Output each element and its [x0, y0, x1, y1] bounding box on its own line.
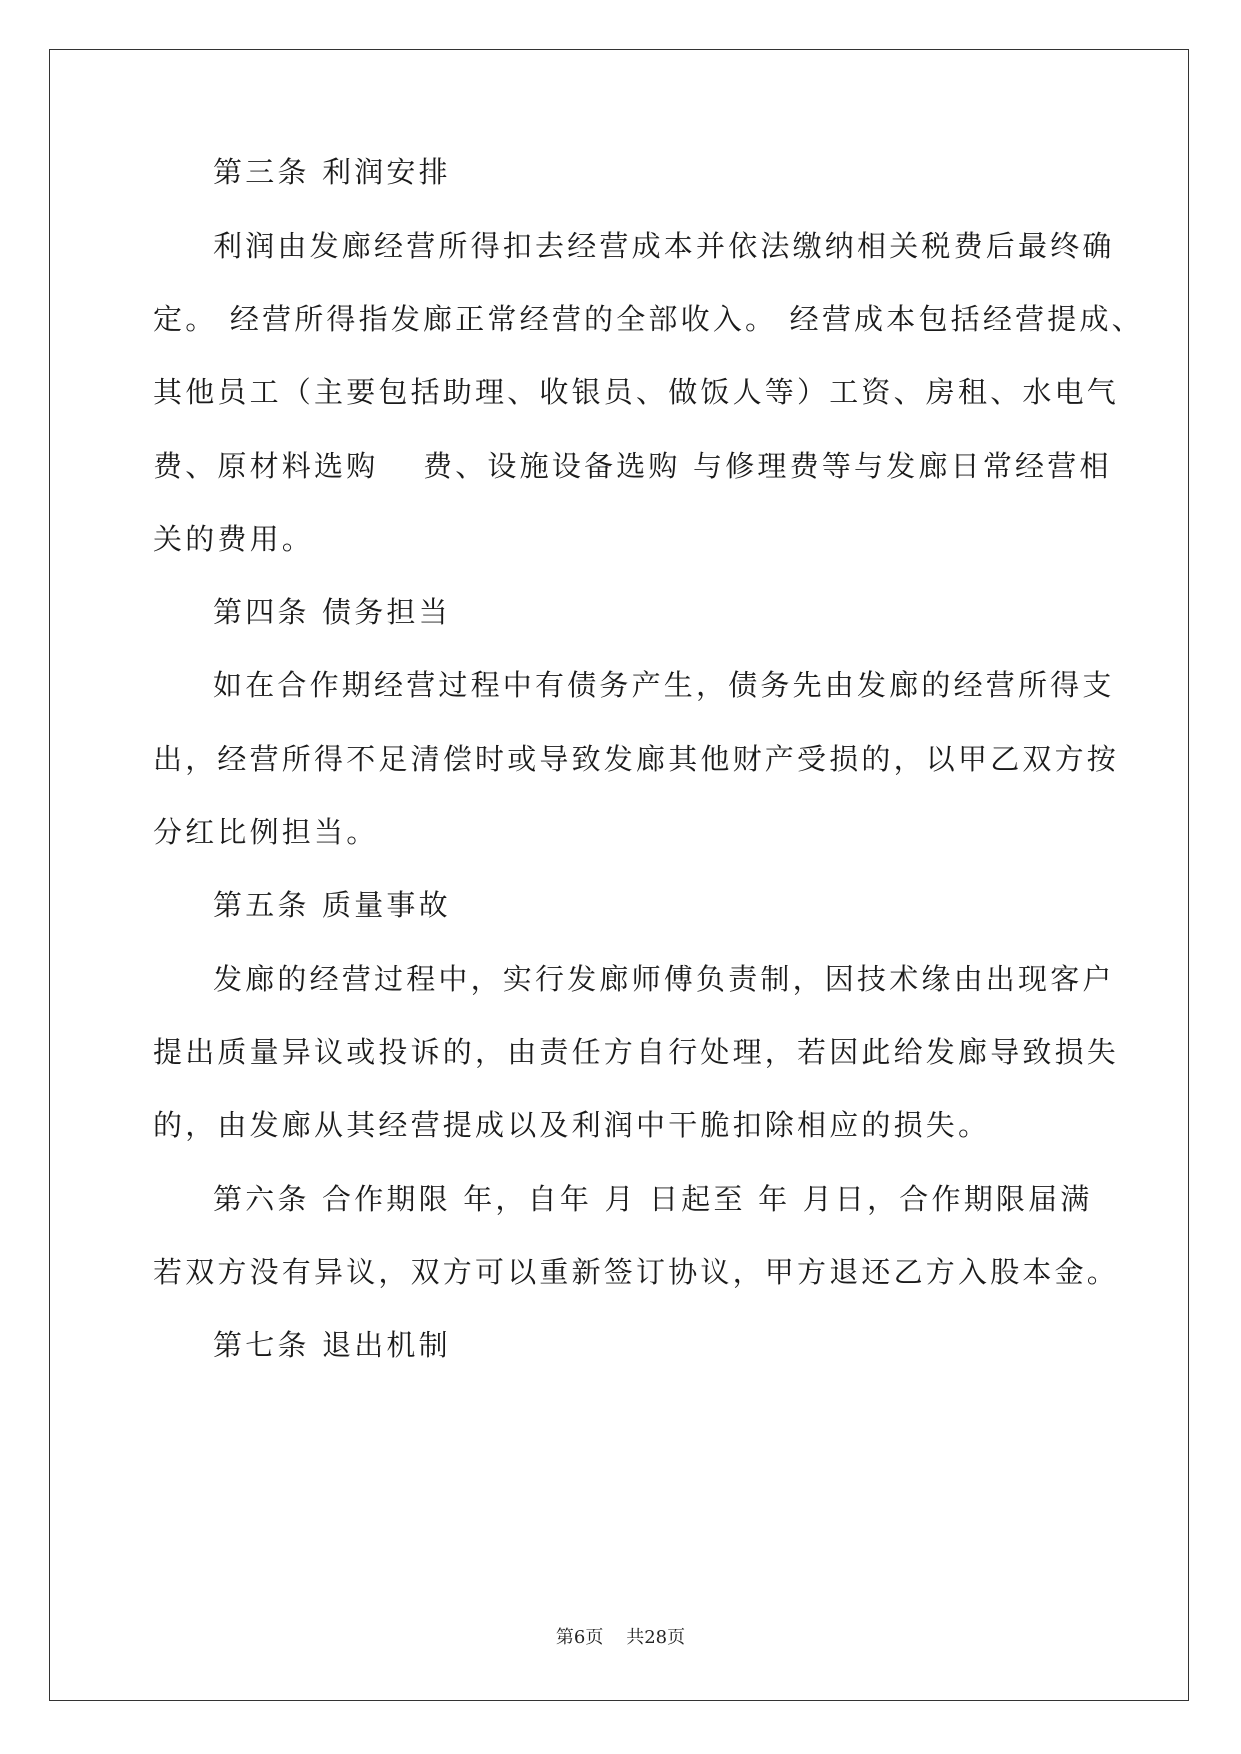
article-5-heading: 第五条 质量事故 [213, 888, 451, 922]
paragraph-line: 其他员工（主要包括助理、收银员、做饭人等）工资、房租、水电气 [153, 375, 1120, 409]
paragraph-line: 提出质量异议或投诉的，由责任方自行处理，若因此给发廊导致损失 [153, 1035, 1120, 1069]
paragraph-line: 分红比例担当。 [153, 815, 379, 849]
paragraph-line: 出，经营所得不足清偿时或导致发廊其他财产受损的，以甲乙双方按 [153, 742, 1120, 776]
paragraph-line: 的，由发廊从其经营提成以及利润中干脆扣除相应的损失。 [153, 1108, 991, 1142]
paragraph-line: 关的费用。 [153, 522, 315, 556]
article-3-heading: 第三条 利润安排 [213, 155, 451, 189]
paragraph-line: 利润由发廊经营所得扣去经营成本并依法缴纳相关税费后最终确 [213, 229, 1115, 263]
page-total: 共28页 [626, 1627, 686, 1648]
paragraph-line: 发廊的经营过程中，实行发廊师傅负责制，因技术缘由出现客户 [213, 962, 1115, 996]
paragraph-line: 如在合作期经营过程中有债务产生，债务先由发廊的经营所得支 [213, 668, 1115, 702]
article-7-heading: 第七条 退出机制 [213, 1328, 451, 1362]
page-footer [0, 1623, 1241, 1649]
page-number: 第6页 [555, 1627, 604, 1648]
paragraph-line: 若双方没有异议，双方可以重新签订协议，甲方退还乙方入股本金。 [153, 1255, 1120, 1289]
page-border [49, 49, 1189, 1701]
article-4-heading: 第四条 债务担当 [213, 595, 451, 629]
article-6-heading: 第六条 合作期限 年，自年 月 日起至 年 月日，合作期限届满 [213, 1182, 1093, 1216]
paragraph-line: 费、原材料选购 费、设施设备选购 与修理费等与发廊日常经营相 [153, 449, 1112, 483]
paragraph-line: 定。 经营所得指发廊正常经营的全部收入。 经营成本包括经营提成、 [153, 302, 1144, 336]
